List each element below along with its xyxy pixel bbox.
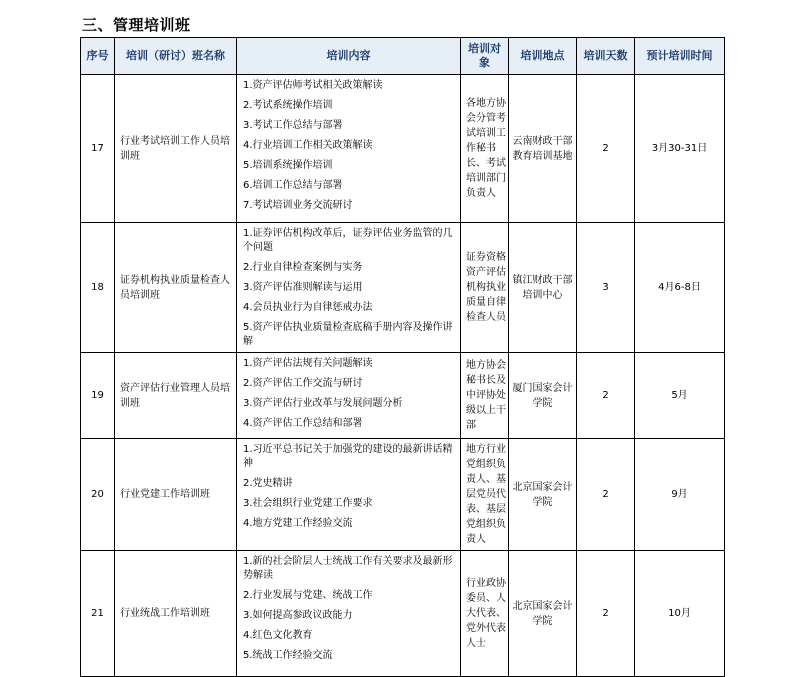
content-item: 4.地方党建工作经验交流 <box>243 518 353 529</box>
row-number: 19 <box>81 353 115 439</box>
table-header-row <box>81 38 725 75</box>
content-item: 3.社会组织行业党建工作要求 <box>243 498 373 509</box>
content-item: 3.考试工作总结与部署 <box>243 120 343 131</box>
training-location: 北京国家会计学院 <box>509 551 577 677</box>
course-name: 证券机构执业质量检查人员培训班 <box>115 223 237 353</box>
content-item: 7.考试培训业务交流研讨 <box>243 200 353 211</box>
row-number: 18 <box>81 223 115 353</box>
header-target: 培训对象 <box>461 38 509 75</box>
content-item: 5.资产评估执业质量检查底稿手册内容及操作讲解 <box>243 322 453 347</box>
section-title: 三、管理培训班 <box>82 16 191 34</box>
training-days: 2 <box>577 353 635 439</box>
course-content <box>237 223 461 353</box>
training-days: 2 <box>577 551 635 677</box>
course-content <box>237 75 461 223</box>
table-row <box>81 353 725 439</box>
content-item: 4.资产评估工作总结和部署 <box>243 418 363 429</box>
row-number: 17 <box>81 75 115 223</box>
content-item: 4.会员执业行为自律惩戒办法 <box>243 302 373 313</box>
training-time: 10月 <box>635 551 725 677</box>
content-item: 4.红色文化教育 <box>243 630 313 641</box>
header-location: 培训地点 <box>509 38 577 75</box>
course-name: 资产评估行业管理人员培训班 <box>115 353 237 439</box>
course-name: 行业考试培训工作人员培训班 <box>115 75 237 223</box>
table-row <box>81 223 725 353</box>
header-content: 培训内容 <box>237 38 461 75</box>
training-location: 镇江财政干部培训中心 <box>509 223 577 353</box>
training-time: 5月 <box>635 353 725 439</box>
row-number: 20 <box>81 439 115 551</box>
content-item: 5.统战工作经验交流 <box>243 650 333 661</box>
content-item: 2.资产评估工作交流与研讨 <box>243 378 363 389</box>
content-item: 1.新的社会阶层人士统战工作有关要求及最新形势解读 <box>243 556 453 581</box>
content-item: 2.行业自律检查案例与实务 <box>243 262 363 273</box>
target-audience: 地方行业党组织负责人、基层党员代表、基层党组织负责人 <box>461 439 509 551</box>
content-item: 3.如何提高参政议政能力 <box>243 610 353 621</box>
training-table <box>80 37 725 677</box>
content-item: 2.行业发展与党建、统战工作 <box>243 590 373 601</box>
training-time: 3月30-31日 <box>635 75 725 223</box>
content-item: 3.资产评估行业改革与发展问题分析 <box>243 398 403 409</box>
training-time: 9月 <box>635 439 725 551</box>
course-content <box>237 353 461 439</box>
content-item: 1.资产评估师考试相关政策解读 <box>243 80 383 91</box>
course-content <box>237 439 461 551</box>
content-item: 1.资产评估法规有关问题解读 <box>243 358 373 369</box>
training-location: 云南财政干部教育培训基地 <box>509 75 577 223</box>
training-location: 北京国家会计学院 <box>509 439 577 551</box>
table-row <box>81 551 725 677</box>
header-name: 培训（研讨）班名称 <box>115 38 237 75</box>
content-item: 3.资产评估准则解读与运用 <box>243 282 363 293</box>
training-days: 2 <box>577 439 635 551</box>
target-audience: 证券资格资产评估机构执业质量自律检查人员 <box>461 223 509 353</box>
header-days: 培训天数 <box>577 38 635 75</box>
target-audience: 各地方协会分管考试培训工作秘书长、考试培训部门负责人 <box>461 75 509 223</box>
table-row <box>81 439 725 551</box>
training-days: 2 <box>577 75 635 223</box>
target-audience: 地方协会秘书长及中评协处级以上干部 <box>461 353 509 439</box>
header-time: 预计培训时间 <box>635 38 725 75</box>
content-item: 4.行业培训工作相关政策解读 <box>243 140 373 151</box>
training-days: 3 <box>577 223 635 353</box>
row-number: 21 <box>81 551 115 677</box>
training-time: 4月6-8日 <box>635 223 725 353</box>
course-content <box>237 551 461 677</box>
course-name: 行业统战工作培训班 <box>115 551 237 677</box>
content-item: 5.培训系统操作培训 <box>243 160 333 171</box>
training-location: 厦门国家会计学院 <box>509 353 577 439</box>
content-item: 2.考试系统操作培训 <box>243 100 333 111</box>
content-item: 2.党史精讲 <box>243 478 293 489</box>
header-no: 序号 <box>81 38 115 75</box>
course-name: 行业党建工作培训班 <box>115 439 237 551</box>
table-row <box>81 75 725 223</box>
content-item: 1.证券评估机构改革后，证券评估业务监管的几个问题 <box>243 228 453 253</box>
content-item: 6.培训工作总结与部署 <box>243 180 343 191</box>
target-audience: 行业政协委员、人大代表、党外代表人士 <box>461 551 509 677</box>
content-item: 1.习近平总书记关于加强党的建设的最新讲话精神 <box>243 444 453 469</box>
